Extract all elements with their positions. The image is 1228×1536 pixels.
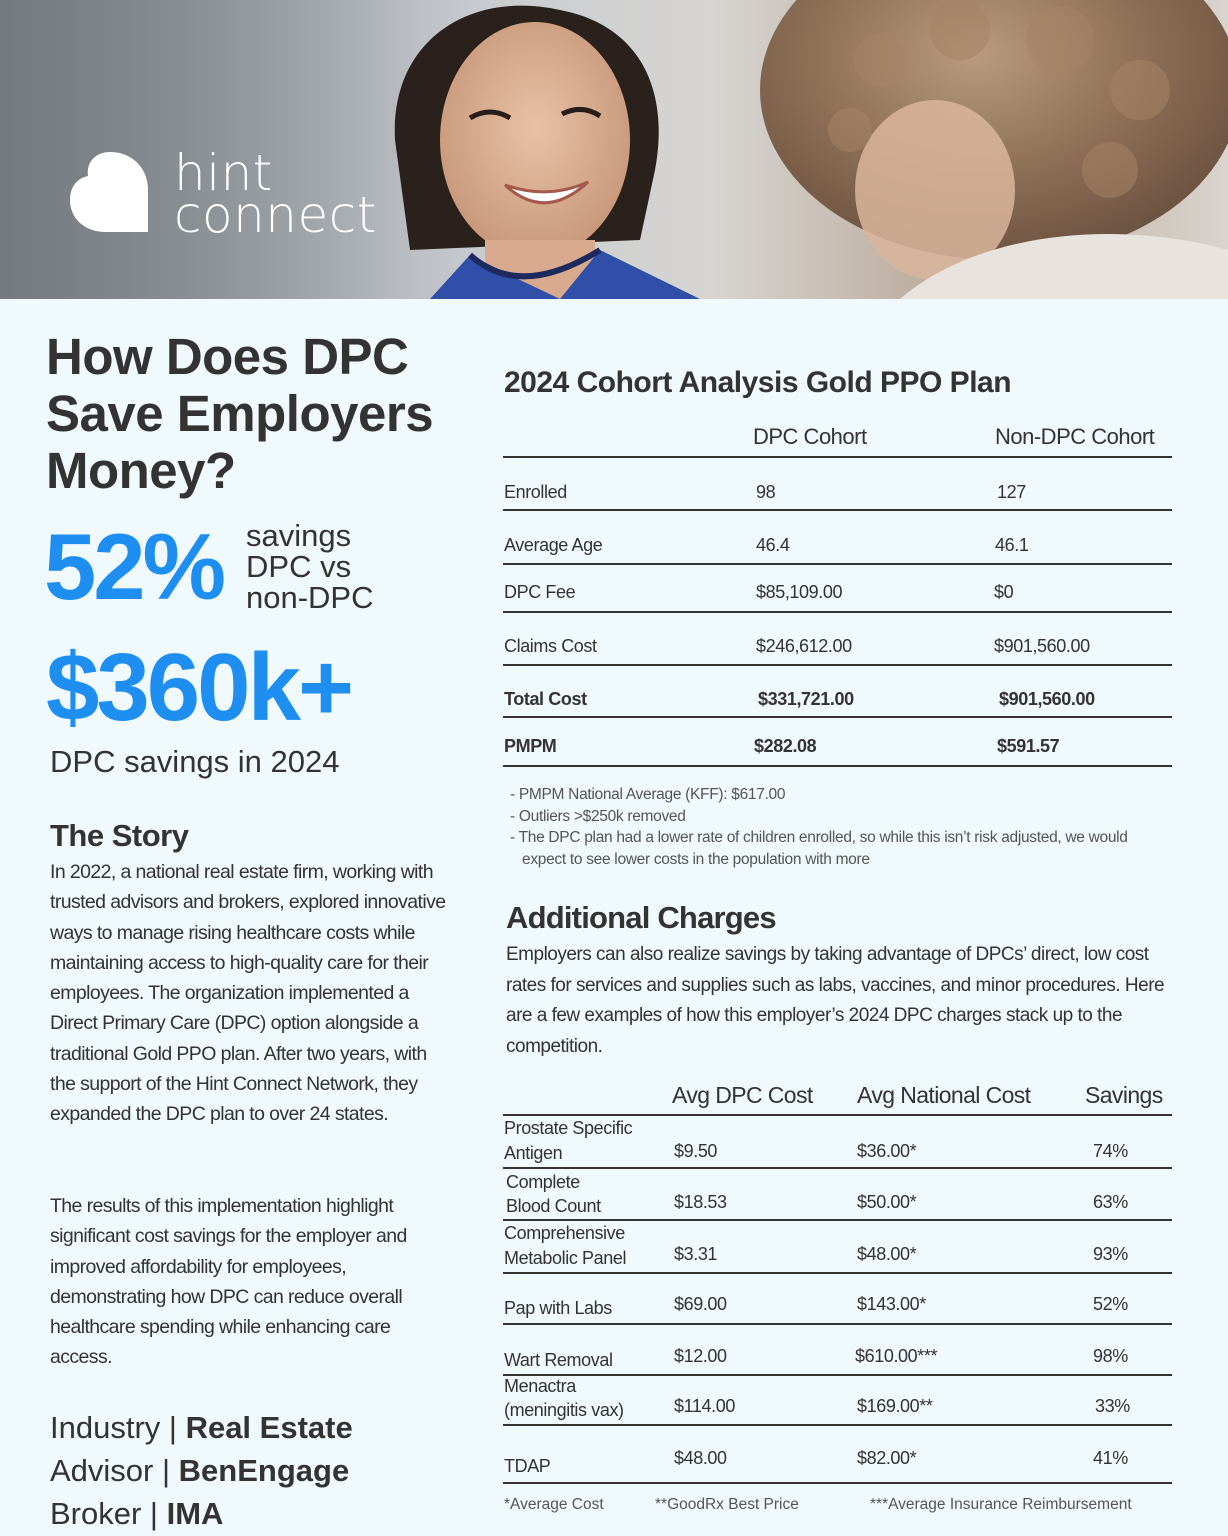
- avg-national-cost: $169.00**: [857, 1396, 933, 1416]
- row-label: Claims Cost: [504, 636, 597, 656]
- savings-percent: 74%: [1093, 1141, 1128, 1161]
- meta-separator: |: [160, 1410, 186, 1445]
- table-rule: [503, 1323, 1172, 1325]
- savings-percent: 63%: [1093, 1192, 1128, 1212]
- charge-row-pap: [503, 1274, 1172, 1324]
- cohort-notes: [510, 784, 1160, 870]
- meta-label: Industry: [50, 1410, 161, 1445]
- meta-value: Real Estate: [185, 1410, 353, 1445]
- table-rule: [503, 509, 1172, 511]
- row-label: Total Cost: [504, 689, 587, 709]
- savings-percent-label: [246, 520, 446, 613]
- avg-dpc-cost: $114.00: [674, 1396, 735, 1416]
- heart-logo-icon: [66, 148, 152, 236]
- meta-value: BenEngage: [178, 1453, 350, 1488]
- savings-percent: 93%: [1093, 1244, 1128, 1264]
- hero-photo: [0, 0, 1228, 299]
- avg-dpc-cost: $69.00: [674, 1294, 727, 1314]
- meta-label: Advisor: [50, 1453, 154, 1488]
- story-paragraph: In 2022, a national real estate firm, working with trusted advisors and brokers, explored innovative ways to manage rising healthcare costs while maintaining access to high-quality care for their employees. The organization implemented a Direct Primary Care (DPC) option alongside a traditional Gold PPO plan. After two years, with the support of the Hint Connect Network, they expanded the DPC plan to over 24 states.: [50, 861, 446, 1126]
- non-dpc-value: 127: [997, 482, 1026, 502]
- dpc-value: 98: [756, 482, 776, 502]
- avg-dpc-cost: $3.31: [674, 1244, 718, 1264]
- avg-dpc-cost: $12.00: [674, 1346, 727, 1366]
- charge-name-line: Wart Removal: [504, 1350, 613, 1370]
- footnote: ***Average Insurance Reimbursement: [870, 1496, 1132, 1513]
- savings-percent-stat: 52%: [44, 514, 224, 619]
- charge-row-cbc: [503, 1170, 1172, 1220]
- savings-percent: 33%: [1095, 1396, 1130, 1416]
- table-rule: [503, 1482, 1172, 1484]
- non-dpc-value: $901,560.00: [994, 636, 1090, 656]
- hint-connect-logo: [66, 144, 396, 244]
- avg-national-cost: $143.00*: [857, 1294, 926, 1314]
- company-meta: [50, 1406, 450, 1535]
- dpc-value: $282.08: [754, 736, 817, 756]
- dpc-value: $85,109.00: [756, 582, 843, 602]
- avg-national-cost: $48.00*: [857, 1244, 917, 1264]
- charge-row-psa: [503, 1116, 1172, 1168]
- table-rule: [503, 716, 1172, 718]
- avg-national-cost: $36.00*: [857, 1141, 917, 1161]
- charge-name-line: (meningitis vax): [504, 1400, 624, 1420]
- charge-name-line: Metabolic Panel: [504, 1248, 627, 1268]
- avg-national-cost: $610.00***: [855, 1346, 938, 1366]
- additional-charges-title: Additional Charges: [506, 900, 776, 935]
- logo-text-connect: connect: [174, 186, 377, 244]
- cohort-note: - PMPM National Average (KFF): $617.00: [510, 786, 786, 803]
- story-title: The Story: [50, 818, 189, 853]
- charge-row-tdap: [503, 1426, 1172, 1482]
- header-avg-dpc-cost: Avg DPC Cost: [672, 1082, 813, 1108]
- row-label: PMPM: [504, 736, 557, 756]
- charge-name-line: Complete: [506, 1172, 580, 1192]
- footnote: **GoodRx Best Price: [655, 1496, 799, 1513]
- dpc-value: $246,612.00: [756, 636, 852, 656]
- charge-name-line: Pap with Labs: [504, 1298, 612, 1318]
- savings-percent-label-line: non-DPC: [246, 580, 374, 615]
- non-dpc-value: $591.57: [997, 736, 1060, 756]
- row-label: Average Age: [504, 535, 603, 555]
- table-rule: [503, 611, 1172, 613]
- header-avg-national-cost: Avg National Cost: [857, 1082, 1031, 1108]
- charge-name-line: Menactra: [504, 1376, 576, 1396]
- avg-national-cost: $82.00*: [857, 1448, 917, 1468]
- table-rule: [503, 765, 1172, 767]
- savings-percent: 52%: [1093, 1294, 1128, 1314]
- non-dpc-value: $901,560.00: [999, 689, 1095, 709]
- dpc-value: 46.4: [756, 535, 790, 555]
- header-savings: Savings: [1085, 1082, 1163, 1108]
- logo-text-hint: hint: [174, 144, 273, 202]
- avg-dpc-cost: $18.53: [674, 1192, 727, 1212]
- table-rule: [503, 456, 1172, 458]
- avg-national-cost: $50.00*: [857, 1192, 917, 1212]
- dpc-value: $331,721.00: [758, 689, 854, 709]
- cohort-note: - The DPC plan had a lower rate of children enrolled, so while this isn’t risk adjusted, we would expect to see lower costs in the population with more: [510, 829, 1128, 868]
- savings-percent: 98%: [1093, 1346, 1128, 1366]
- savings-percent: 41%: [1093, 1448, 1128, 1468]
- row-label: Enrolled: [504, 482, 567, 502]
- charge-row-menactra: [503, 1374, 1172, 1424]
- charge-row-wart-removal: [503, 1326, 1172, 1374]
- meta-advisor: [50, 1449, 450, 1492]
- meta-industry: [50, 1406, 450, 1449]
- avg-dpc-cost: $9.50: [674, 1141, 718, 1161]
- table-rule: [503, 1167, 1172, 1169]
- savings-amount-stat: $360k+: [46, 634, 352, 741]
- meta-value: IMA: [166, 1496, 224, 1531]
- charge-name-line: Antigen: [504, 1143, 563, 1163]
- charge-name-line: TDAP: [504, 1456, 551, 1476]
- footnote: *Average Cost: [504, 1496, 604, 1513]
- table-rule: [503, 664, 1172, 666]
- additional-charges-paragraph: Employers can also realize savings by taking advantage of DPCs’ direct, low cost rates for services and supplies such as labs, vaccines, and minor procedures. Here are a few examples of how this employer’s 2024 DPC charges stack up to the competition.: [506, 944, 1165, 1057]
- row-label: DPC Fee: [504, 582, 576, 602]
- cohort-header-non-dpc: Non-DPC Cohort: [995, 424, 1155, 449]
- non-dpc-value: $0: [994, 582, 1014, 602]
- savings-percent-label-line: savings: [246, 518, 352, 553]
- charge-name-line: Blood Count: [506, 1196, 601, 1216]
- meta-broker: [50, 1492, 450, 1535]
- story-paragraph: The results of this implementation highlight significant cost savings for the employer and improved affordability for employees, demonstrating how DPC can reduce overall healthcare spending while enhancing care access.: [50, 1195, 407, 1369]
- meta-separator: |: [141, 1496, 167, 1531]
- table-rule: [503, 563, 1172, 565]
- charge-row-cmp: [503, 1221, 1172, 1273]
- savings-amount-label: DPC savings in 2024: [50, 744, 340, 779]
- non-dpc-value: 46.1: [995, 535, 1029, 555]
- cohort-header-dpc: DPC Cohort: [753, 424, 867, 449]
- savings-percent-label-line: DPC vs: [246, 549, 352, 584]
- meta-separator: |: [153, 1453, 179, 1488]
- charge-name-line: Prostate Specific: [504, 1118, 633, 1138]
- charge-name-line: Comprehensive: [504, 1223, 625, 1243]
- meta-label: Broker: [50, 1496, 142, 1531]
- cohort-table-title: 2024 Cohort Analysis Gold PPO Plan: [504, 366, 1012, 399]
- page-headline: How Does DPC Save Employers Money?: [46, 328, 434, 499]
- cohort-note: - Outliers >$250k removed: [510, 807, 686, 825]
- avg-dpc-cost: $48.00: [674, 1448, 727, 1468]
